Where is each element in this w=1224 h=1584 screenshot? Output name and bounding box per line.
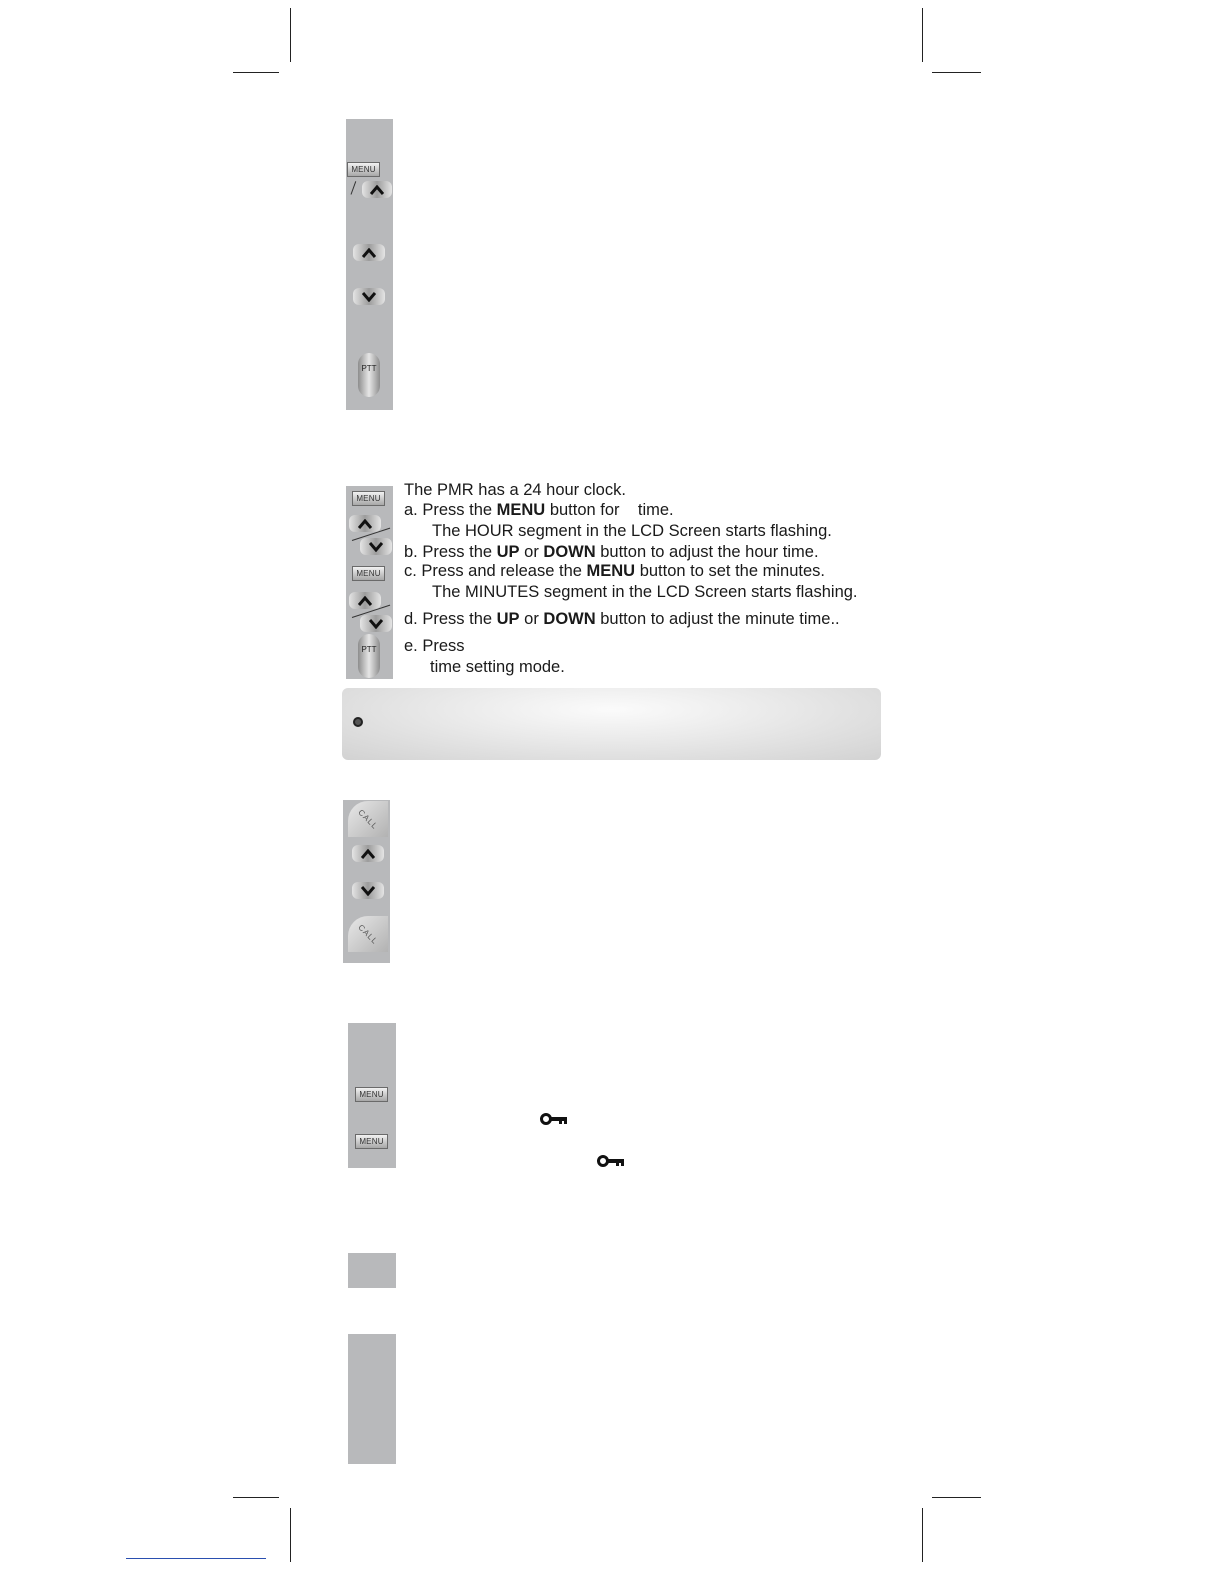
step-a [404, 500, 674, 520]
crop-mark [932, 1497, 981, 1498]
step-d-bold1: UP [496, 610, 520, 628]
up-arrow-icon [358, 519, 372, 529]
note-box [342, 688, 881, 760]
clock-intro: The PMR has a 24 hour clock. [404, 481, 626, 499]
step-a-bold: MENU [496, 501, 546, 519]
menu-button[interactable]: MENU [355, 1134, 388, 1149]
step-e-cont: time setting mode. [430, 658, 565, 676]
up-button[interactable] [362, 181, 392, 198]
step-b-mid: or [519, 543, 544, 561]
up-button[interactable] [349, 592, 381, 609]
step-c [404, 561, 825, 581]
down-button[interactable] [353, 288, 385, 305]
crop-mark [932, 72, 981, 73]
step-c-suffix: button to set the minutes. [635, 562, 825, 580]
ptt-button[interactable]: PTT [358, 353, 380, 397]
crop-mark [922, 1508, 923, 1562]
down-arrow-icon [369, 542, 383, 552]
step-c-note: The MINUTES segment in the LCD Screen starts flashing. [432, 583, 858, 601]
key-icon [540, 1112, 568, 1126]
step-d-bold2: DOWN [543, 610, 596, 628]
step-d-mid: or [519, 610, 544, 628]
call-button[interactable]: CALL [348, 801, 388, 837]
down-arrow-icon [361, 886, 375, 896]
step-c-prefix: c. Press and release the [404, 562, 587, 580]
step-a-suffix: button for time. [545, 501, 674, 519]
down-button[interactable] [360, 615, 392, 632]
ptt-button[interactable]: PTT [358, 634, 380, 678]
step-b-prefix: b. Press the [404, 543, 497, 561]
down-arrow-icon [369, 619, 383, 629]
menu-button[interactable]: MENU [352, 566, 385, 581]
step-a-prefix: a. Press the [404, 501, 497, 519]
footer-link[interactable] [126, 1558, 266, 1559]
up-arrow-icon [361, 849, 375, 859]
step-b [404, 542, 819, 562]
up-arrow-icon [370, 185, 384, 195]
button-column-5 [348, 1253, 396, 1288]
crop-mark [922, 8, 923, 62]
step-d-suffix: button to adjust the minute time.. [595, 610, 840, 628]
menu-button[interactable]: MENU [352, 491, 385, 506]
step-c-bold: MENU [586, 562, 636, 580]
step-d-prefix: d. Press the [404, 610, 497, 628]
crop-mark [233, 72, 279, 73]
crop-mark [290, 8, 291, 62]
step-a-note: The HOUR segment in the LCD Screen starts flashing. [432, 522, 832, 540]
call-button[interactable]: CALL [348, 916, 388, 952]
up-button[interactable] [353, 244, 385, 261]
up-arrow-icon [362, 248, 376, 258]
crop-mark [290, 1508, 291, 1562]
key-icon [597, 1154, 625, 1168]
down-button[interactable] [360, 538, 392, 555]
step-d [404, 609, 840, 629]
down-arrow-icon [362, 292, 376, 302]
button-column-6 [348, 1334, 396, 1464]
step-b-bold2: DOWN [543, 543, 596, 561]
crop-mark [233, 1497, 279, 1498]
down-button[interactable] [352, 882, 384, 899]
up-arrow-icon [358, 596, 372, 606]
up-button[interactable] [352, 845, 384, 862]
menu-button[interactable]: MENU [355, 1087, 388, 1102]
step-e: e. Press [404, 637, 465, 655]
up-button[interactable] [349, 515, 381, 532]
bullet-icon [353, 717, 363, 727]
step-b-suffix: button to adjust the hour time. [595, 543, 819, 561]
step-b-bold1: UP [496, 543, 520, 561]
menu-button[interactable]: MENU [347, 162, 380, 177]
